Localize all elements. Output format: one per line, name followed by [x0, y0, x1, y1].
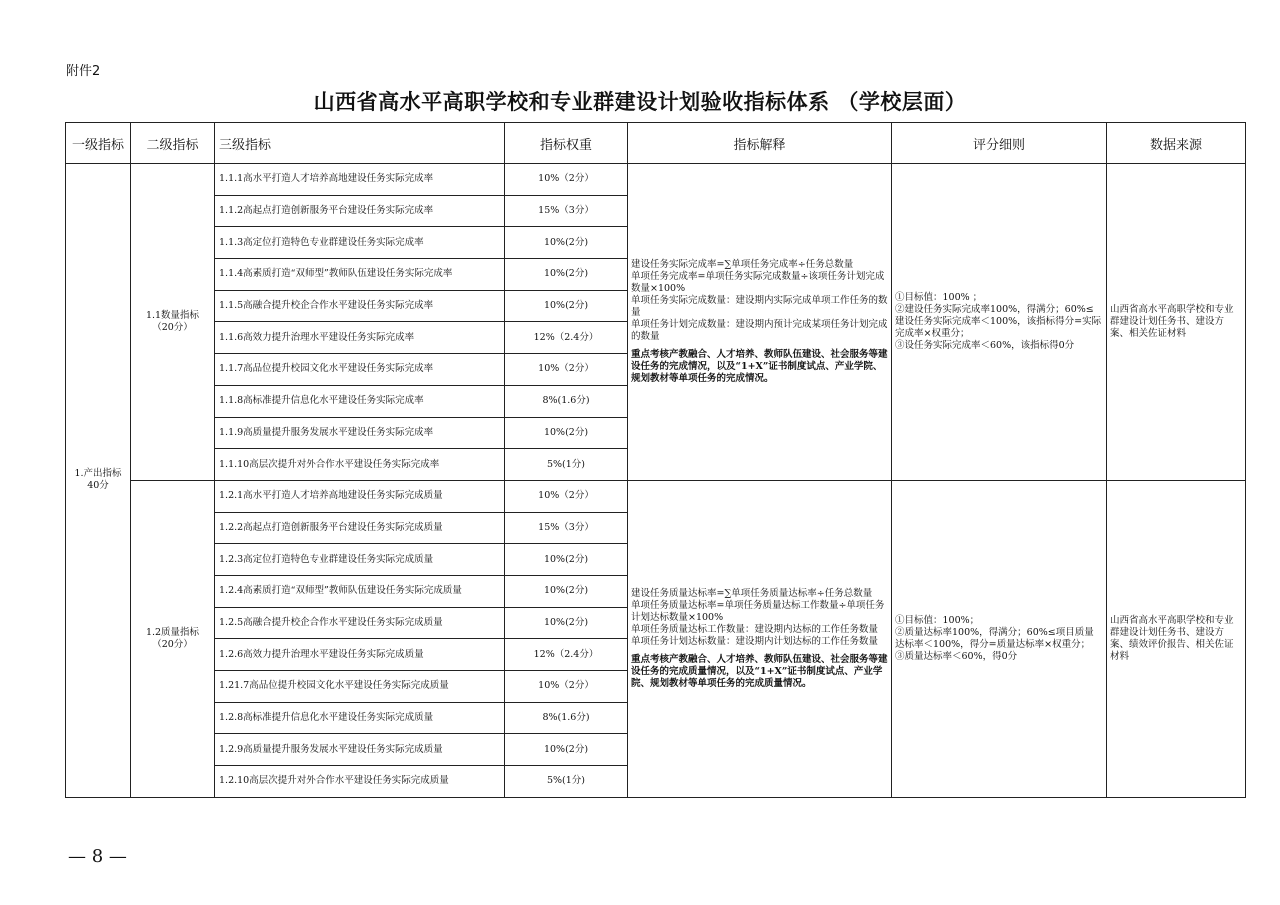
explanation-line: 单项任务完成率=单项任务实际完成数量÷该项任务计划完成数量×100%: [631, 270, 885, 294]
explanation-line: 建设任务实际完成率=∑单项任务完成率÷任务总数量: [631, 258, 854, 270]
indicator-table: [65, 122, 1246, 798]
level2-label: 1.1数量指标: [145, 309, 200, 321]
weight-value: 10%（2分）: [505, 354, 628, 386]
level3-name: 1.1.4高素质打造“双师型”教师队伍建设任务实际完成率: [215, 259, 505, 291]
header-scoring: 评分细则: [892, 123, 1107, 164]
level3-name: 1.1.5高融合提升校企合作水平建设任务实际完成率: [215, 290, 505, 322]
scoring-line: ②建设任务实际完成率100%，得满分；60%≤建设任务实际完成率＜100%，该指标得分=实际完成率×权重分；: [895, 303, 1102, 339]
header-level2: 二级指标: [131, 123, 215, 164]
weight-value: 10%(2分): [505, 575, 628, 607]
level3-name: 1.2.1高水平打造人才培养高地建设任务实际完成质量: [215, 480, 505, 512]
level1-cell: [66, 164, 131, 798]
scoring-line: ①目标值：100%；: [895, 614, 980, 626]
level1-line2: 40分: [87, 480, 109, 492]
weight-value: 12%（2.4分）: [505, 322, 628, 354]
source-cell: [1107, 164, 1246, 481]
level3-name: 1.2.10高层次提升对外合作水平建设任务实际完成质量: [215, 766, 505, 798]
weight-value: 10%(2分): [505, 227, 628, 259]
weight-value: 10%(2分): [505, 544, 628, 576]
level3-name: 1.2.5高融合提升校企合作水平建设任务实际完成质量: [215, 607, 505, 639]
weight-value: 8%(1.6分): [505, 702, 628, 734]
level1-line1: 1.产出指标: [74, 468, 122, 480]
level2-points: （20分）: [152, 638, 193, 650]
header-explanation: 指标解释: [628, 123, 892, 164]
source-text: 山西省高水平高职学校和专业群建设计划任务书、建设方案、相关佐证材料: [1110, 303, 1234, 339]
explanation-emphasis: 重点考核产教融合、人才培养、教师队伍建设、社会服务等建设任务的完成质量情况，以及“1+X”证书制度试点、产业学院、规划教材等单项任务的完成质量情况。: [631, 653, 888, 689]
weight-value: 5%(1分): [505, 766, 628, 798]
weight-value: 10%（2分）: [505, 671, 628, 703]
level3-name: 1.1.6高效力提升治理水平建设任务实际完成率: [215, 322, 505, 354]
scoring-cell: [892, 164, 1107, 481]
level3-name: 1.2.3高定位打造特色专业群建设任务实际完成质量: [215, 544, 505, 576]
source-text: 山西省高水平高职学校和专业群建设计划任务书、建设方案、绩效评价报告、相关佐证材料: [1110, 614, 1234, 662]
level3-name: 1.1.3高定位打造特色专业群建设任务实际完成率: [215, 227, 505, 259]
level3-name: 1.1.8高标准提升信息化水平建设任务实际完成率: [215, 385, 505, 417]
weight-value: 10%(2分): [505, 417, 628, 449]
header-row: [66, 123, 1246, 164]
level3-name: 1.1.1高水平打造人才培养高地建设任务实际完成率: [215, 164, 505, 196]
weight-value: 10%（2分）: [505, 164, 628, 196]
level2-points: （20分）: [152, 321, 193, 333]
weight-value: 15%（3分）: [505, 195, 628, 227]
level3-name: 1.2.9高质量提升服务发展水平建设任务实际完成质量: [215, 734, 505, 766]
scoring-line: ①目标值：100% ；: [895, 291, 983, 303]
scoring-line: ③质量达标率＜60%，得0分: [895, 650, 1018, 662]
table-row: [66, 480, 1246, 512]
scoring-line: ②质量达标率100%，得满分；60%≤项目质量达标率＜100%，得分=质量达标率×权重分；: [895, 626, 1094, 650]
level3-name: 1.1.9高质量提升服务发展水平建设任务实际完成率: [215, 417, 505, 449]
weight-value: 10%（2分）: [505, 480, 628, 512]
explanation-line: 建设任务质量达标率=∑单项任务质量达标率÷任务总数量: [631, 587, 873, 599]
level2-label: 1.2质量指标: [145, 626, 200, 638]
level3-name: 1.1.2高起点打造创新服务平台建设任务实际完成率: [215, 195, 505, 227]
weight-value: 5%(1分): [505, 449, 628, 481]
weight-value: 10%(2分): [505, 607, 628, 639]
weight-value: 10%(2分): [505, 259, 628, 291]
explanation-cell: [628, 480, 892, 797]
weight-value: 10%(2分): [505, 734, 628, 766]
level3-name: 1.1.10高层次提升对外合作水平建设任务实际完成率: [215, 449, 505, 481]
source-cell: [1107, 480, 1246, 797]
explanation-emphasis: 重点考核产教融合、人才培养、教师队伍建设、社会服务等建设任务的完成情况，以及“1+X”证书制度试点、产业学院、规划教材等单项任务的完成情况。: [631, 348, 888, 384]
attachment-label: 附件2: [66, 64, 101, 79]
weight-value: 10%(2分): [505, 290, 628, 322]
level2-quality-cell: [131, 480, 215, 797]
level3-name: 1.2.2高起点打造创新服务平台建设任务实际完成质量: [215, 512, 505, 544]
header-source: 数据来源: [1107, 123, 1246, 164]
explanation-line: 单项任务计划达标数量：建设期内计划达标的工作任务数量: [631, 635, 879, 647]
explanation-cell: [628, 164, 892, 481]
header-level3: 三级指标: [215, 123, 505, 164]
explanation-line: 单项任务计划完成数量：建设期内预计完成某项任务计划完成的数量: [631, 318, 888, 342]
explanation-line: 单项任务质量达标工作数量：建设期内达标的工作任务数量: [631, 623, 879, 635]
table-row: [66, 164, 1246, 196]
level3-name: 1.21.7高品位提升校园文化水平建设任务实际完成质量: [215, 671, 505, 703]
explanation-line: 单项任务质量达标率=单项任务质量达标工作数量÷单项任务计划达标数量×100%: [631, 599, 885, 623]
level3-name: 1.2.4高素质打造“双师型”教师队伍建设任务实际完成质量: [215, 575, 505, 607]
scoring-line: ③设任务实际完成率＜60%，该指标得0分: [895, 339, 1075, 351]
weight-value: 8%(1.6分): [505, 385, 628, 417]
weight-value: 15%（3分）: [505, 512, 628, 544]
level2-quantity-cell: [131, 164, 215, 481]
scoring-cell: [892, 480, 1107, 797]
level3-name: 1.2.8高标准提升信息化水平建设任务实际完成质量: [215, 702, 505, 734]
document-title: 山西省高水平高职学校和专业群建设计划验收指标体系 （学校层面）: [313, 89, 967, 114]
level3-name: 1.2.6高效力提升治理水平建设任务实际完成质量: [215, 639, 505, 671]
page-number: — 8 —: [68, 846, 127, 867]
weight-value: 12%（2.4分）: [505, 639, 628, 671]
header-level1: 一级指标: [66, 123, 131, 164]
explanation-line: 单项任务实际完成数量：建设期内实际完成单项工作任务的数量: [631, 294, 888, 318]
header-weight: 指标权重: [505, 123, 628, 164]
level3-name: 1.1.7高品位提升校园文化水平建设任务实际完成率: [215, 354, 505, 386]
